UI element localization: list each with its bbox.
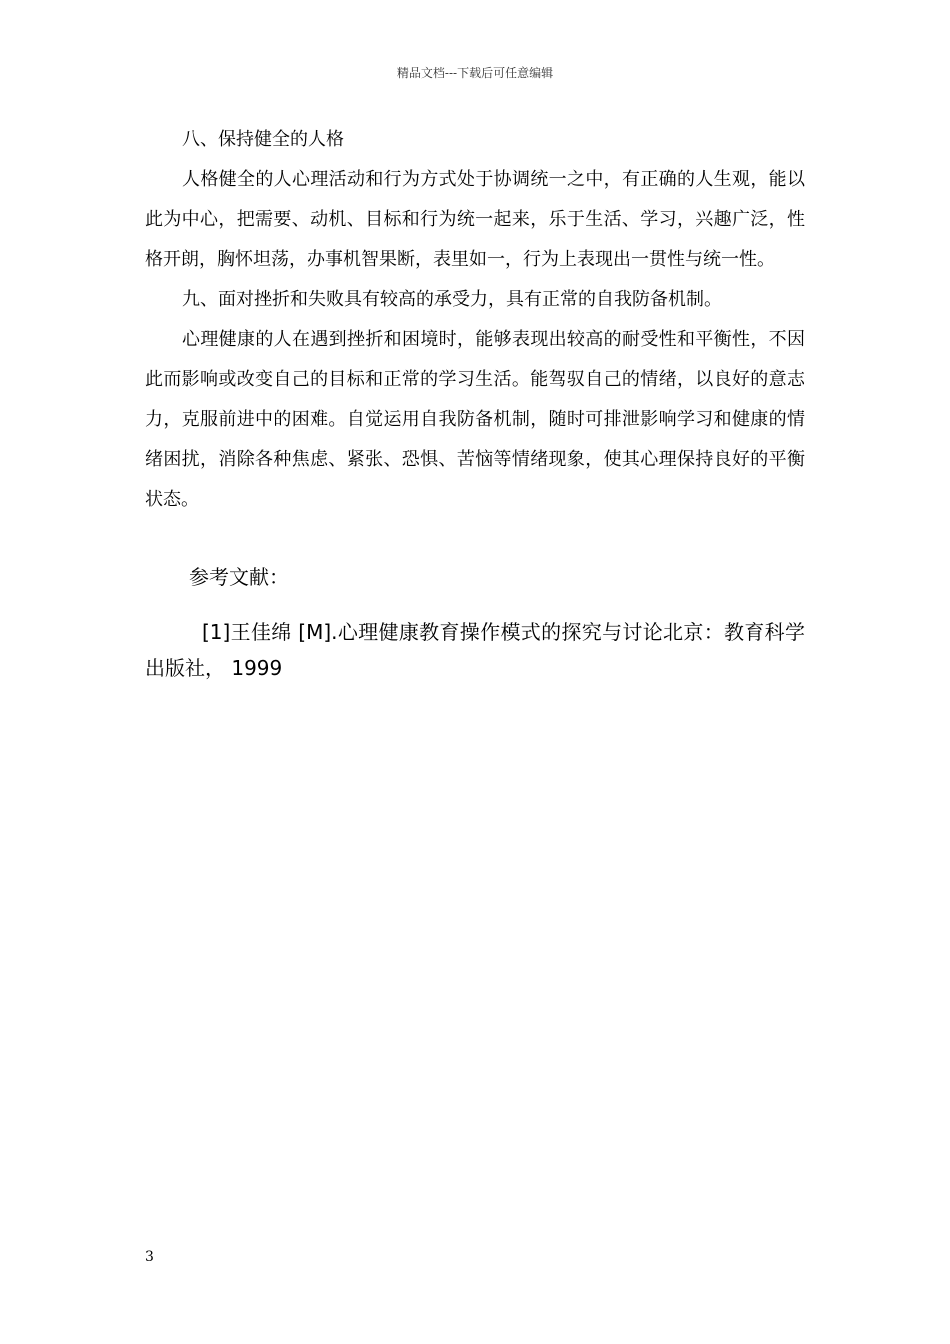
document-body [145, 120, 805, 686]
section-heading-9: 九、面对挫折和失败具有较高的承受力，具有正常的自我防备机制。 [182, 289, 722, 310]
page-header: 精品文档---下载后可任意编辑 [396, 66, 554, 80]
section-body-9: 心理健康的人在遇到挫折和困境时，能够表现出较高的耐受性和平衡性，不因此而影响或改变自己的目标和正常的学习生活。能驾驭自己的情绪，以良好的意志力，克服前进中的困难。自觉运用自我防备机制，随时可排泄影响学习和健康的情绪困扰，消除各种焦虑、紧张、恐惧、苦恼等情绪现象，使其心理保持良好的平衡状态。 [145, 329, 805, 510]
references-title: 参考文献： [189, 565, 289, 589]
section-body-8: 人格健全的人心理活动和行为方式处于协调统一之中，有正确的人生观，能以此为中心，把需要、动机、目标和行为统一起来，乐于生活、学习，兴趣广泛，性格开朗，胸怀坦荡，办事机智果断，表里如一，行为上表现出一贯性与统一性。 [145, 169, 805, 270]
reference-item-1: [1]王佳绵 [M].心理健康教育操作模式的探究与讨论北京：教育科学出版社， 1999 [145, 620, 805, 680]
section-heading-8: 八、保持健全的人格 [182, 129, 344, 150]
page-number: 3 [145, 1249, 154, 1265]
